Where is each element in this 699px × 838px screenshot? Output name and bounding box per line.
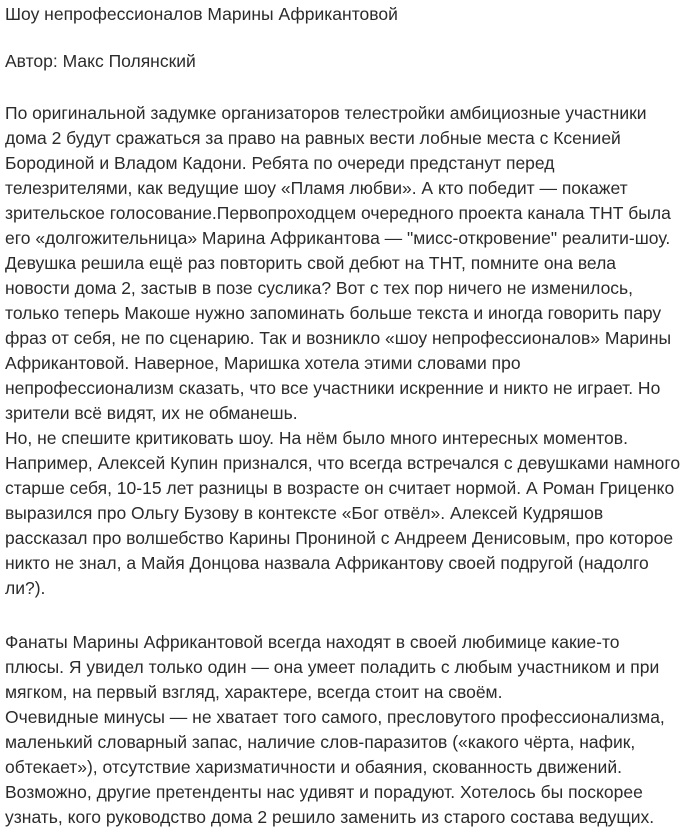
- text-line: ли?).: [5, 578, 46, 598]
- article-author: Автор: Макс Полянский: [5, 51, 196, 71]
- article-title: Шоу непрофессионалов Марины Африкантовой: [5, 4, 398, 24]
- text-line: обтекает»), отсутствие харизматичности и обаяния, скованность движений.: [5, 757, 622, 777]
- text-line: Возможно, другие претенденты нас удивят и порадуют. Хотелось бы поскорее: [5, 782, 643, 802]
- text-line: Африкантовой. Наверное, Маришка хотела этими словами про: [5, 353, 521, 373]
- text-line: Фанаты Марины Африкантовой всегда находят в своей любимице какие-то: [5, 632, 620, 652]
- text-line: зрители всё видят, их не обманешь.: [5, 403, 298, 423]
- text-line: мягком, на первый взгляд, характере, всегда стоит на своём.: [5, 682, 503, 702]
- text-line: никто не знал, а Майя Донцова назвала Африкантову своей подругой (надолго: [5, 553, 649, 573]
- text-line: его «долгожительница» Марина Африкантова — "мисс-откровение" реалити-шоу.: [5, 228, 671, 248]
- text-line: выразился про Ольгу Бузову в контексте «Бог отвёл». Алексей Кудряшов: [5, 503, 604, 523]
- text-line: телезрителями, как ведущие шоу «Пламя любви». А кто победит — покажет: [5, 178, 628, 198]
- text-line: зрительское голосование.Первопроходцем очередного проекта канала ТНТ была: [5, 203, 671, 223]
- text-line: новости дома 2, застыв в позе суслика? Вот с тех пор ничего не изменилось,: [5, 278, 634, 298]
- text-line: плюсы. Я увидел только один — она умеет поладить с любым участником и при: [5, 657, 660, 677]
- text-line: Девушка решила ещё раз повторить свой дебют на ТНТ, помните она вела: [5, 253, 617, 273]
- text-line: узнать, кого руководство дома 2 решило заменить из старого состава ведущих.: [5, 807, 655, 827]
- text-line: Но, не спешите критиковать шоу. На нём было много интересных моментов.: [5, 428, 628, 448]
- text-line: старше себя, 10-15 лет разницы в возрасте он считает нормой. А Роман Гриценко: [5, 478, 675, 498]
- text-line: Очевидные минусы — не хватает того самого, пресловутого профессионализма,: [5, 707, 665, 727]
- text-line: только теперь Макоше нужно запоминать больше текста и иногда говорить пару: [5, 303, 662, 323]
- text-line: маленький словарный запас, наличие слов-паразитов («какого чёрта, нафик,: [5, 732, 636, 752]
- text-line: фраз от себя, не по сценарию. Так и возникло «шоу непрофессионалов» Марины: [5, 328, 672, 348]
- text-line: Бородиной и Владом Кадони. Ребята по очереди предстанут перед: [5, 153, 555, 173]
- text-line: рассказал про волшебство Карины Прониной с Андреем Денисовым, про которое: [5, 528, 674, 548]
- text-line: По оригинальной задумке организаторов телестройки амбициозные участники: [5, 103, 647, 123]
- text-line: дома 2 будут сражаться за право на равных вести лобные места с Ксенией: [5, 128, 621, 148]
- text-line: Например, Алексей Купин признался, что всегда встречался с девушками намного: [5, 453, 681, 473]
- text-line: непрофессионализм сказать, что все участники искренние и никто не играет. Но: [5, 378, 661, 398]
